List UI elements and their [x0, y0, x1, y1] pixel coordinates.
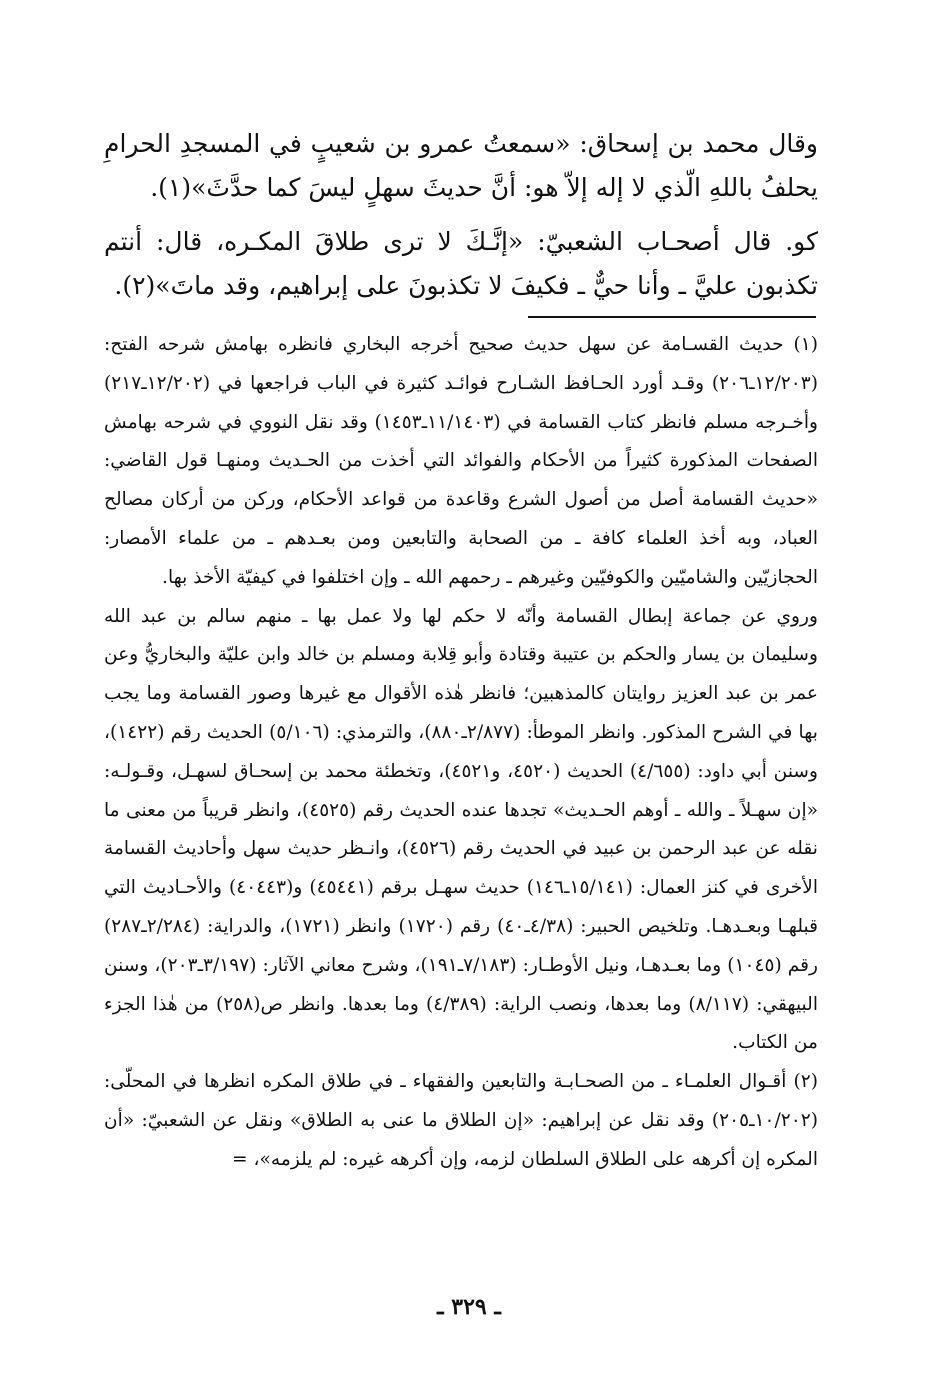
- page-number: ـ ٣٢٩ ـ: [437, 1294, 501, 1320]
- footnotes-block: [104, 326, 818, 1180]
- footnote-paragraph: (١) حديث القسـامة عن سهل حديث صحيح أخرجه البخاري فانظره بهامش شرحه الفتح: (١٢/٢٠٣ـ٢٠٦) وقـد أورد الحـافظ الشـارح فوائـد كثيرة في الباب فراجعها في (١٢/٢٠٢ـ٢١٧) وأخـرجه مسلم فانظر كتاب القسامة في (١١/١٤٠٣ـ١٤٥٣) وقد نقل النووي في شرحه بهامش الصفحات المذكورة كثيراً من الأحكام والفوائد التي أخذت من الحـديث ومنهـا قول القاضي: «حديث القسامة أصل من أصول الشرع وقاعدة من قواعد الأحكام، وركن من أركان مصالح العباد، وبه أخذ العلماء كافة ـ من الصحابة والتابعين ومن بعـدهم ـ من علماء الأمصار: الحجازيّين والشاميّين والكوفيّين وغيرهم ـ رحمهم الله ـ وإن اختلفوا في كيفيّة الأخذ بها.: [104, 334, 818, 588]
- footnote-separator: [528, 316, 816, 318]
- footnote-paragraph: (٢) أقـوال العلمـاء ـ من الصحـابـة والتابعين والفقهاء ـ في طلاق المكره انظرها في المحلّى: (١٠/٢٠٢ـ٢٠٥) وقد نقل عن إبراهيم: «إن الطلاق ما عنى به الطلاق» ونقل عن الشعبيّ: «أن المكره إن أكرهه على الطلاق السلطان لزمه، وإن أكرهه غيره: لم يلزمه»، =: [104, 1071, 818, 1170]
- main-text-block: [104, 122, 818, 318]
- main-paragraph: وقال محمد بن إسحاق: «سمعتُ عمرو بن شعيبٍ في المسجدِ الحرامِ يحلفُ باللهِ الّذي لا إله إلاّ هو: أنَّ حديثَ سهلٍ ليسَ كما حدَّثَ»(١).: [104, 129, 818, 202]
- footnote-paragraph: وروي عن جماعة إبطال القسامة وأنّه لا حكم لها ولا عمل بها ـ منهم سالم بن عبد الله وسليمان بن يسار والحكم بن عتيبة وقتادة وأبو قِلابة ومسلم بن خالد وابن عليّة والبخاريُّ وعن عمر بن عبد العزيز روايتان كالمذهبين؛ فانظر هٰذه الأقوال مع غيرها وصور القسامة وما يجب بها في الشرح المذكور. وانظر الموطأ: (٢/٨٧٧ـ٨٨٠)، والترمذي: (٥/١٠٦) الحديث رقم (١٤٢٢)، وسنن أبي داود: (٤/٦٥٥) الحديث (٤٥٢٠، و٤٥٢١)، وتخطئة محمد بن إسحـاق لسهـل، وقـولـه: «إن سهـلاً ـ والله ـ أوهم الحـديث» تجدها عنده الحديث رقم (٤٥٢٥)، وانظر قريباً من معنى ما نقله عن عبد الرحمن بن عبيد في الحديث رقم (٤٥٢٦)، وانـظر حديث سهل وأحاديث القسامة الأخرى في كنز العمال: (١٥/١٤١ـ١٤٦) حديث سهـل برقم (٤٥٤٤١) و(٤٠٤٤٣) والأحـاديث التي قبلهـا وبعـدهـا. وتلخيص الحبير: (٤/٣٨ـ٤٠) رقم (١٧٢٠) وانظر (١٧٢١)، والدراية: (٢/٢٨٤ـ٢٨٧) رقم (١٠٤٥) وما بعـدهـا، ونيل الأوطـار: (٧/١٨٣ـ١٩١)، وشرح معاني الآثار: (٣/١٩٧ـ٢٠٣)، وسنن البيهقي: (٨/١١٧) وما بعدها، ونصب الراية: (٤/٣٨٩) وما بعدها. وانظر ص(٢٥٨) من هٰذا الجزء من الكتاب.: [104, 605, 819, 1054]
- main-paragraph: كو. قال أصحـاب الشعبيّ: «إنَّـكَ لا ترى طلاقَ المكـره، قال: أنتم تكذبون عليَّ ـ وأنا حيٌّ ـ فكيفَ لا تكذبونَ على إبراهيم، وقد ماتَ»(٢).: [104, 227, 818, 300]
